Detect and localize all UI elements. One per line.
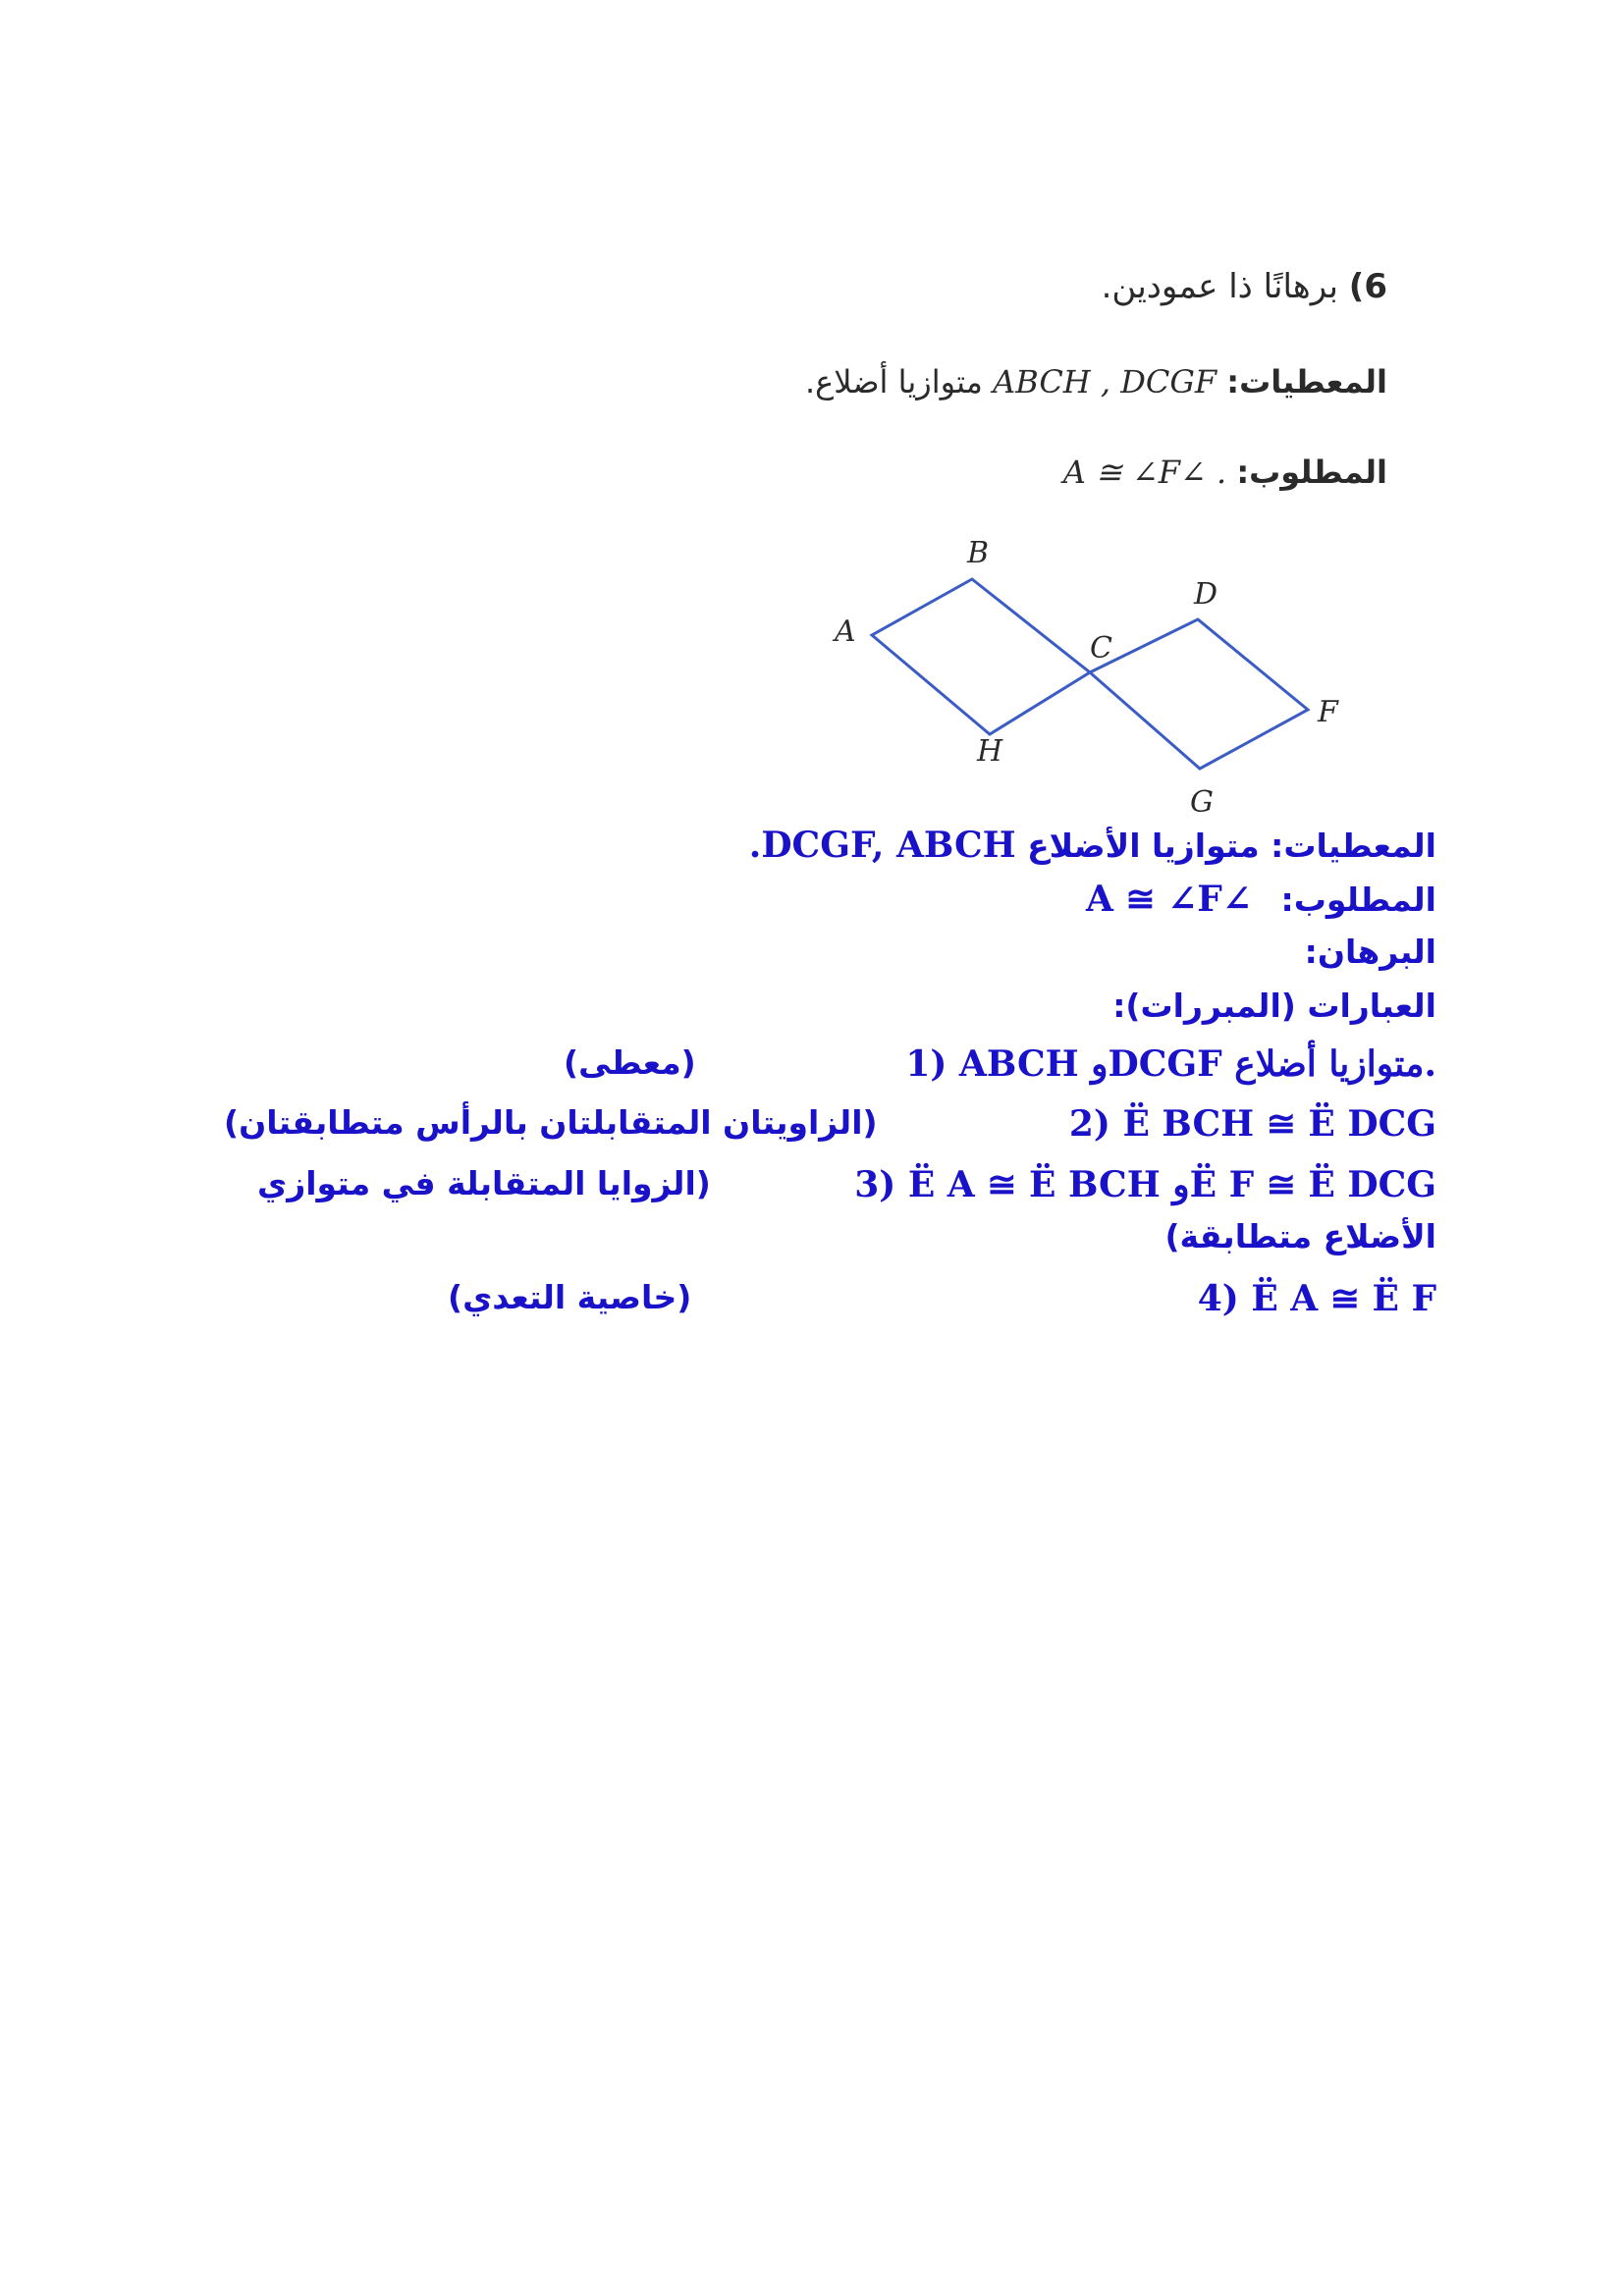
question-required: [1063, 454, 1387, 491]
answer-given: [749, 825, 1436, 866]
proof-step-1-statement: 1) ABCH وDCGF متوازيا أضلاع.: [905, 1043, 1436, 1085]
proof-step-3-statement: 3) Ë A ≅ Ë BCH وË F ≅ Ë DCG: [854, 1164, 1436, 1205]
question-number: 6): [1348, 267, 1387, 306]
question-title-text: برهانًا ذا عمودين.: [1101, 267, 1338, 306]
question-given-text: متوازيا أضلاع.: [805, 363, 983, 400]
proof-step-1-reason: (معطى): [564, 1043, 696, 1082]
proof-step-3: [854, 1164, 1436, 1205]
question-title: [1102, 267, 1387, 306]
proof-step-2-statement: 2) Ë BCH ≅ Ë DCG: [1068, 1103, 1436, 1145]
answer-given-text: المعطيات: متوازيا الأضلاع: [1027, 827, 1436, 865]
question-given: [805, 363, 1387, 400]
proof-step-4-statement: 4) Ë A ≅ Ë F: [1197, 1278, 1436, 1319]
answer-given-math: DCGF, ABCH.: [748, 825, 1016, 866]
vertex-label-f: F: [1318, 695, 1338, 729]
vertex-label-h: H: [977, 734, 1003, 769]
vertex-label-a: A: [835, 614, 856, 649]
vertex-label-d: D: [1194, 577, 1218, 612]
proof-step-1: [905, 1043, 1436, 1085]
proof-step-2: [1069, 1103, 1436, 1145]
answer-required-label: المطلوب:: [1280, 881, 1436, 919]
vertex-label-b: B: [967, 536, 990, 570]
parallelogram-abch: [872, 579, 1090, 734]
statements-label: العبارات (المبررات):: [1112, 987, 1436, 1025]
proof-step-4: [1198, 1278, 1436, 1319]
question-required-math: . ∠A ≅ ∠F: [1062, 454, 1227, 491]
proof-step-2-reason: (الزاويتان المتقابلتان بالرأس متطابقتان): [224, 1103, 878, 1142]
vertex-label-g: G: [1190, 785, 1214, 820]
parallelograms-figure: [825, 525, 1355, 820]
parallelogram-dcgf: [1090, 619, 1308, 769]
answer-required-math: ∠A ≅ ∠F: [1085, 879, 1252, 920]
answer-required: [1086, 879, 1436, 920]
figure-lines: [872, 579, 1308, 769]
question-given-math: ABCH , DCGF: [993, 363, 1217, 400]
vertex-label-c: C: [1090, 631, 1112, 666]
question-required-label: المطلوب:: [1236, 454, 1387, 491]
proof-step-3-reason-cont: الأضلاع متطابقة): [1164, 1217, 1436, 1255]
proof-step-4-reason: (خاصية التعدي): [448, 1278, 692, 1316]
proof-label: البرهان:: [1304, 933, 1436, 971]
proof-step-3-reason: (الزوايا المتقابلة في متوازي: [257, 1164, 711, 1202]
question-given-label: المعطيات:: [1226, 363, 1387, 400]
